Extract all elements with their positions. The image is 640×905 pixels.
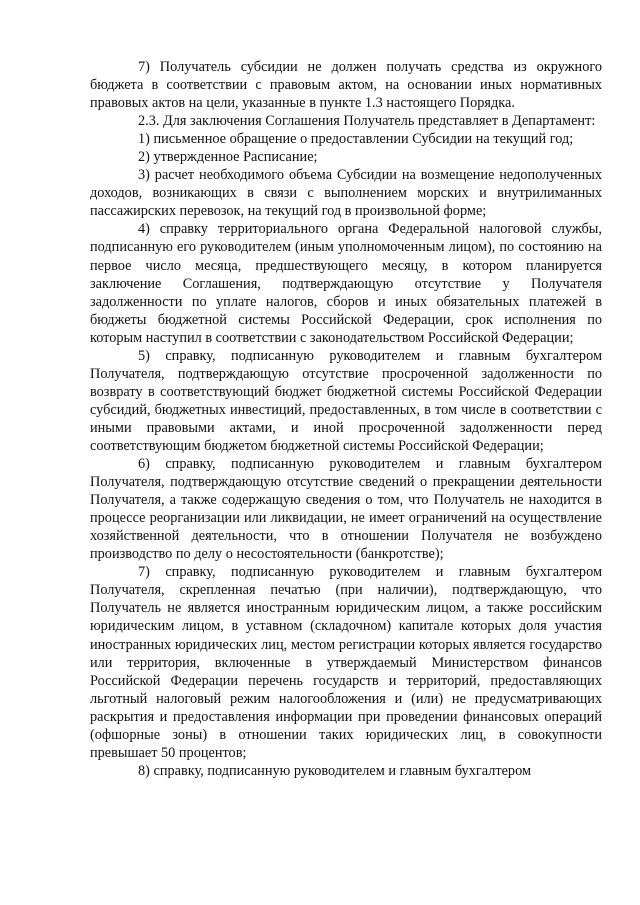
paragraph-item-6-no-bankruptcy: 6) справку, подписанную руководителем и главным бухгалтером Получателя, подтверждающую отсутствие сведений о прекращении деятельности Получателя, а также содержащую сведения о том, что Получатель не находится в процессе реорганизации или ликвидации, не имеет ограничений на осуществление хозяйственной деятельности, что в отношении Получателя не возбуждено производство по делу о несостоятельности (банкротстве); <box>90 456 602 563</box>
paragraph-item-3-subsidy-calculation: 3) расчет необходимого объема Субсидии на возмещение недополученных доходов, возникающих в связи с выполнением морских и внутрилиманных пассажирских перевозок, на текущий год в произвольной форме; <box>90 167 602 220</box>
paragraph-item-2-approved-schedule: 2) утвержденное Расписание; <box>138 149 318 166</box>
paragraph-item-8-certificate: 8) справку, подписанную руководителем и главным бухгалтером <box>138 762 531 779</box>
document-page <box>90 58 602 780</box>
paragraph-item-1-written-request: 1) письменное обращение о предоставлении Субсидии на текущий год; <box>138 131 574 148</box>
paragraph-item-7-not-foreign-entity: 7) справку, подписанную руководителем и главным бухгалтером Получателя, скрепленная печатью (при наличии), подтверждающую, что Получатель не является иностранным юридическим лицом, а также российским юридическим лицом, в уставном (складочном) капитале которых доля участия иностранных юридических лиц, местом регистрации которых является государство или территория, включенные в утверждаемый Министерством финансов Российской Федерации перечень государств и территорий, предоставляющих льготный налоговый режим налогообложения и (или) не предусматривающих раскрытия и предоставления информации при проведении финансовых операций (офшорные зоны) в отношении таких юридических лиц, в совокупности превышает 50 процентов; <box>90 564 602 761</box>
paragraph-item-4-tax-certificate: 4) справку территориального органа Федеральной налоговой службы, подписанную его руководителем (иным уполномоченным лицом), по состоянию на первое число месяца, предшествующего месяцу, в котором планируется заключение Соглашения, подтверждающую отсутствие у Получателя задолженности по уплате налогов, сборов и иных обязательных платежей в бюджеты бюджетной системы Российской Федерации, срок исполнения по которым наступил в соответствии с законодательством Российской Федерации; <box>90 221 602 346</box>
paragraph-item-5-no-overdue-debt: 5) справку, подписанную руководителем и главным бухгалтером Получателя, подтверждающую отсутствие просроченной задолженности по возврату в соответствующий бюджет бюджетной системы Российской Федерации субсидий, бюджетных инвестиций, предоставленных, в том числе в соответствии с иными правовыми актами, и иной просроченной задолженности перед соответствующим бюджетом бюджетной системы Российской Федерации; <box>90 347 602 454</box>
paragraph-section-2-3: 2.3. Для заключения Соглашения Получатель представляет в Департамент: <box>138 113 596 130</box>
paragraph-item-7-no-district-funds: 7) Получатель субсидии не должен получать средства из окружного бюджета в соответствии с правовым актом, на основании иных нормативных правовых актов на цели, указанные в пункте 1.3 настоящего Порядка. <box>90 59 602 112</box>
